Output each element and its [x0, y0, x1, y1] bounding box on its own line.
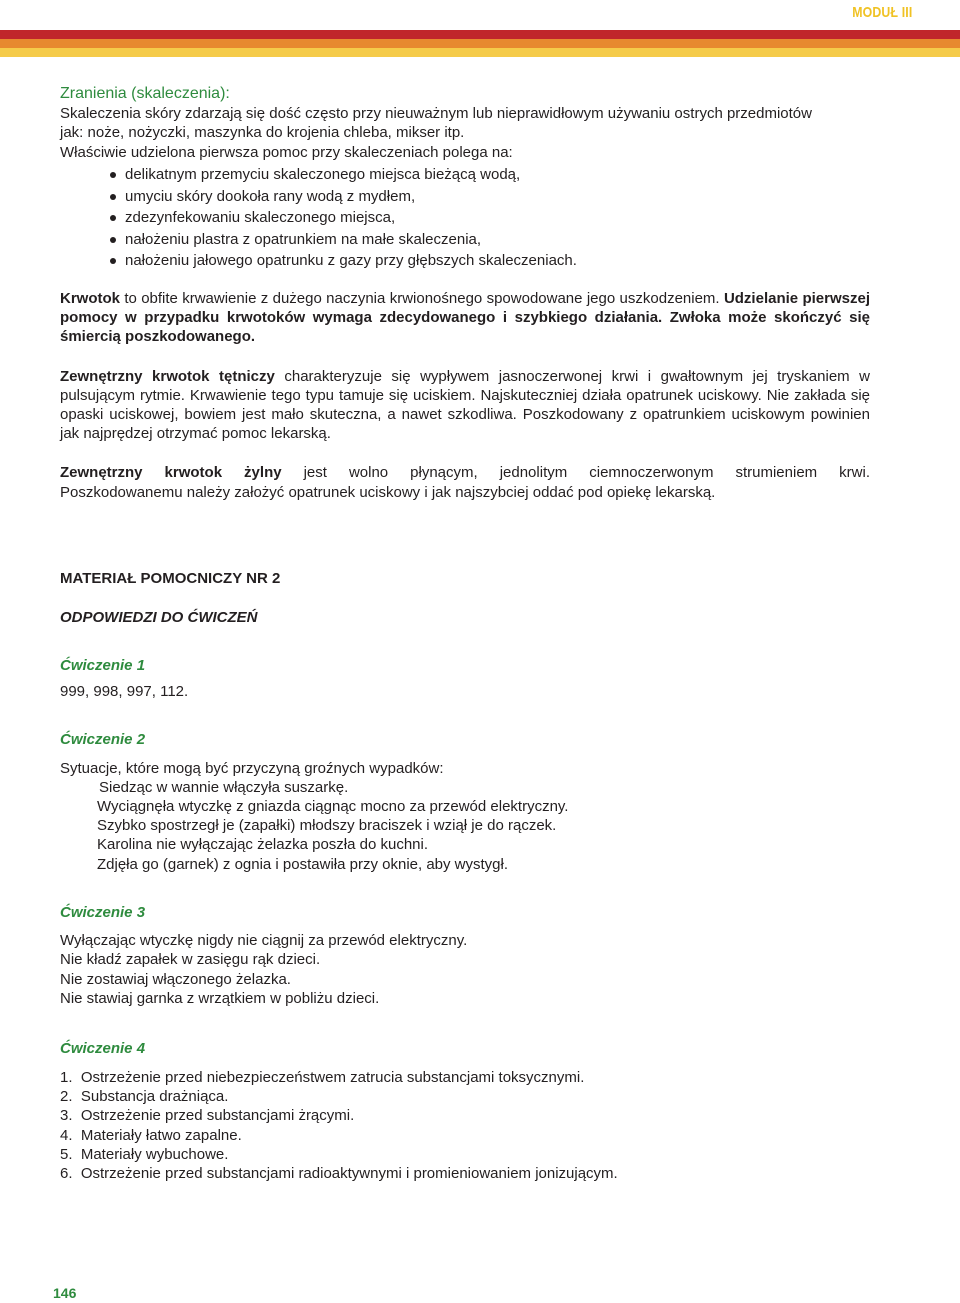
list-item: nałożeniu jałowego opatrunku z gazy przy głębszych skaleczeniach.: [110, 251, 577, 273]
exercise-1-title: Ćwiczenie 1: [60, 657, 146, 674]
exercise-3-line: Wyłączając wtyczkę nigdy nie ciągnij za przewód elektryczny.: [60, 932, 468, 949]
wounds-heading: Zranienia (skaleczenia):: [60, 85, 230, 102]
bleeding-term: Krwotok: [60, 290, 120, 307]
arterial-text: charakteryzuje się wypływem jasnoczerwonej krwi i gwałtownym jej tryskaniem w pulsującym rytmie. Krwawienie tego typu tamuje się uciskiem. Najskuteczniej działa opatrunek uciskowy. Nie zakłada się opaski uciskowej, bowiem jest mało skuteczna, a nawet szkodliwa. Poszkodowany z opatrunkiem uciskowym powinien jak najprędzej otrzymać pomoc lekarską.: [60, 368, 870, 442]
first-aid-list: [110, 165, 577, 273]
wounds-intro-line2: jak: noże, nożyczki, maszynka do krojenia chleba, mikser itp.: [60, 124, 465, 141]
exercise-3-title: Ćwiczenie 3: [60, 904, 146, 921]
exercise-4-title: Ćwiczenie 4: [60, 1040, 146, 1057]
exercise-3-line: Nie zostawiaj włączonego żelazka.: [60, 971, 291, 988]
wounds-aid-intro: Właściwie udzielona pierwsza pomoc przy skaleczeniach polega na:: [60, 144, 513, 161]
exercise-2-line: Wyciągnęła wtyczkę z gniazda ciągnąc mocno za przewód elektryczny.: [97, 798, 569, 815]
exercise-4-line: 5. Materiały wybuchowe.: [60, 1146, 229, 1163]
bleeding-paragraph: [60, 289, 870, 346]
module-label: MODUŁ III: [851, 4, 912, 21]
exercise-4-line: 3. Ostrzeżenie przed substancjami żrącymi.: [60, 1107, 355, 1124]
stripe-orange: [0, 39, 960, 48]
stripe-yellow: [0, 48, 960, 57]
exercise-2-line: Zdjęła go (garnek) z ognia i postawiła przy oknie, aby wystygł.: [97, 856, 509, 873]
material-subtitle: ODPOWIEDZI DO ĆWICZEŃ: [60, 609, 258, 626]
arterial-term: Zewnętrzny krwotok tętniczy: [60, 368, 275, 385]
exercise-3-line: Nie stawiaj garnka z wrzątkiem w pobliżu dzieci.: [60, 990, 380, 1007]
exercise-2-title: Ćwiczenie 2: [60, 731, 146, 748]
exercise-1-answer: 999, 998, 997, 112.: [60, 683, 189, 700]
exercise-4-line: 6. Ostrzeżenie przed substancjami radioaktywnymi i promieniowaniem jonizującym.: [60, 1165, 618, 1182]
exercise-4-line: 2. Substancja drażniąca.: [60, 1088, 229, 1105]
exercise-2-line: Siedząc w wannie włączyła suszarkę.: [99, 779, 349, 796]
exercise-4-line: 4. Materiały łatwo zapalne.: [60, 1127, 242, 1144]
bleeding-emphasis: Udzielanie pierwszej pomocy w przypadku krwotoków wymaga zdecydowanego i szybkiego działania. Zwłoka może skończyć się śmiercią poszkodowanego.: [60, 290, 870, 345]
venous-text-line1: jest wolno płynącym, jednolitym ciemnoczerwonym strumieniem krwi.: [281, 464, 870, 481]
list-item: zdezynfekowaniu skaleczonego miejsca,: [110, 208, 577, 230]
exercise-2-intro: Sytuacje, które mogą być przyczyną groźnych wypadków:: [60, 760, 444, 777]
list-item: nałożeniu plastra z opatrunkiem na małe skaleczenia,: [110, 230, 577, 252]
list-item: umyciu skóry dookoła rany wodą z mydłem,: [110, 187, 577, 209]
venous-line2: Poszkodowanemu należy założyć opatrunek uciskowy i jak najszybciej oddać pod opiekę lekarską.: [60, 484, 716, 501]
venous-term: Zewnętrzny krwotok żylny: [60, 464, 282, 481]
exercise-3-line: Nie kładź zapałek w zasięgu rąk dzieci.: [60, 951, 321, 968]
material-title: MATERIAŁ POMOCNICZY NR 2: [60, 570, 281, 587]
exercise-4-line: 1. Ostrzeżenie przed niebezpieczeństwem zatrucia substancjami toksycznymi.: [60, 1069, 585, 1086]
stripe-red: [0, 30, 960, 39]
exercise-2-line: Szybko spostrzegł je (zapałki) młodszy braciszek i wziął je do rączek.: [97, 817, 557, 834]
page-number: 146: [53, 1285, 77, 1301]
list-item: delikatnym przemyciu skaleczonego miejsca bieżącą wodą,: [110, 165, 577, 187]
bleeding-definition: to obfite krwawienie z dużego naczynia krwionośnego spowodowane jego uszkodzeniem.: [120, 290, 724, 307]
header-stripes: [0, 30, 960, 57]
exercise-2-line: Karolina nie wyłączając żelazka poszła do kuchni.: [97, 836, 429, 853]
venous-line1: [60, 463, 870, 482]
arterial-paragraph: [60, 367, 870, 443]
wounds-intro-line1: Skaleczenia skóry zdarzają się dość często przy nieuważnym lub nieprawidłowym używaniu ostrych przedmiotów: [60, 105, 812, 122]
